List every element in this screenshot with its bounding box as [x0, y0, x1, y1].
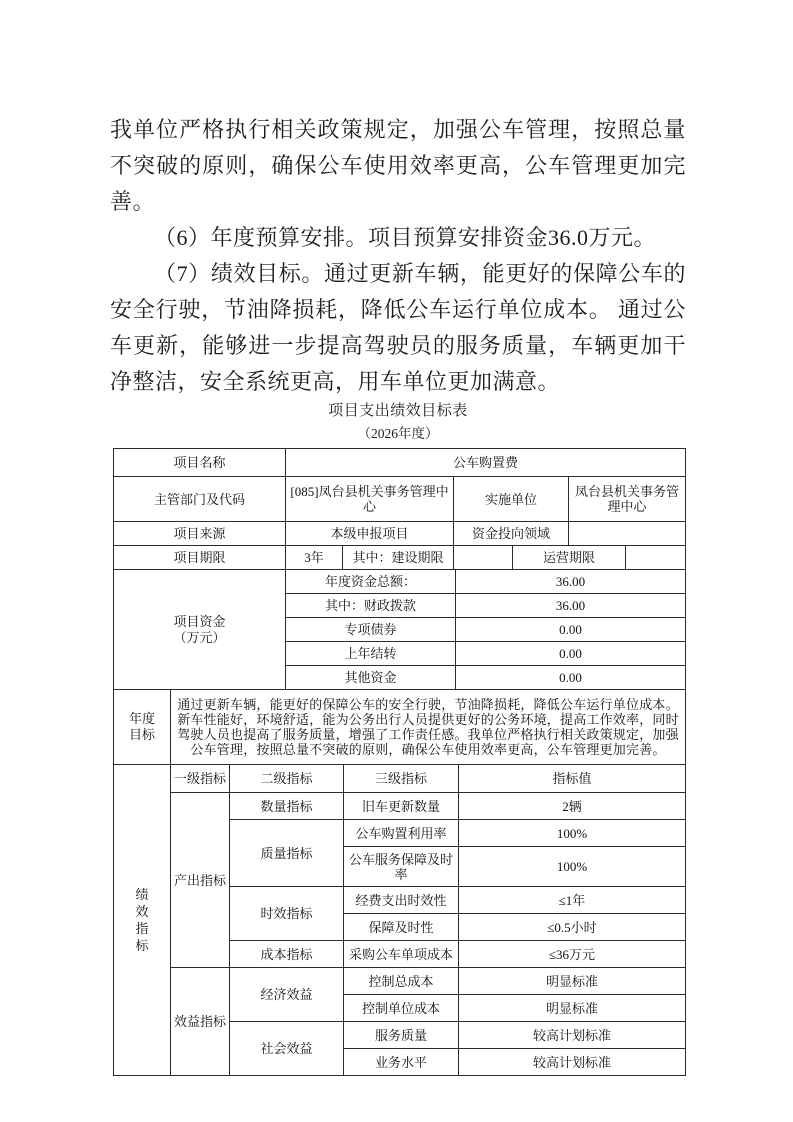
- row-period: [114, 546, 686, 570]
- cell-impl-unit-value: 凤台县机关事务管理中心: [569, 477, 686, 522]
- cell-source-label: 项目来源: [114, 522, 286, 546]
- cell-fund-total-value: 36.00: [456, 570, 686, 594]
- cell-ind-4-name: 保障及时性: [344, 914, 459, 941]
- cell-header-level3: 三级指标: [344, 765, 459, 793]
- cell-project-name-label: 项目名称: [114, 449, 286, 477]
- cell-ind-3-name: 经费支出时效性: [344, 887, 459, 914]
- cell-ind-7-value: 明显标准: [459, 995, 686, 1022]
- cell-period-label: 项目期限: [114, 546, 286, 570]
- cell-build-period-value: [454, 546, 513, 570]
- indicators-side-label-text: 绩效指标: [135, 887, 149, 953]
- cell-invest-field-value: [569, 522, 686, 546]
- cell-ind-0-value: 2辆: [459, 793, 686, 820]
- cell-ind-6-value: 明显标准: [459, 968, 686, 995]
- row-dept: [114, 477, 686, 522]
- cell-ind-6-name: 控制总成本: [344, 968, 459, 995]
- paragraph-budget-arrangement: （6）年度预算安排。项目预算安排资金36.0万元。: [154, 225, 657, 250]
- cell-annual-goal-text: 通过更新车辆，能更好的保障公车的安全行驶，节油降损耗，降低公车运行单位成本。 新车性能好，环境舒适，能为公务出行人员提供更好的公务环境，提高工作效率，同时驾驶人员也提高了服务质量，增强了工作责任感。我单位严格执行相关政策规定，加强公车管理，按照总量不突破的原则，确保公车使用效率更高，公车管理更加完善。: [171, 690, 686, 765]
- cell-header-level1: 一级指标: [171, 765, 230, 793]
- cell-level2-economic: 经济效益: [230, 968, 344, 1022]
- cell-fund-fiscal-value: 36.00: [456, 594, 686, 618]
- cell-funds-label: [114, 570, 286, 690]
- cell-ind-5-value: ≤36万元: [459, 941, 686, 968]
- cell-operation-period-label: 运营期限: [513, 546, 626, 570]
- cell-level2-cost: 成本指标: [230, 941, 344, 968]
- table-title: 项目支出绩效目标表: [328, 403, 468, 419]
- cell-ind-2-name: 公车服务保障及时率: [344, 847, 459, 887]
- row-source: [114, 522, 686, 546]
- cell-ind-5-name: 采购公车单项成本: [344, 941, 459, 968]
- cell-source-value: 本级申报项目: [286, 522, 454, 546]
- cell-period-value: 3年: [286, 546, 343, 570]
- cell-dept-value: [085]凤台县机关事务管理中心: [286, 477, 454, 522]
- cell-operation-period-value: [626, 546, 686, 570]
- row-project-name: [114, 449, 686, 477]
- cell-fund-total-label: 年度资金总额：: [286, 570, 456, 594]
- cell-level2-timeliness: 时效指标: [230, 887, 344, 941]
- cell-fund-bond-label: 专项债券: [286, 618, 456, 642]
- cell-invest-field-label: 资金投向领域: [454, 522, 569, 546]
- paragraph-performance-goal: （7）绩效目标。通过更新车辆，能更好的保障公车的安全行驶，节油降损耗，降低公车运行单位成本。 通过公车更新，能够进一步提高驾驶员的服务质量，车辆更加干净整洁，安全系统更高，用车单位更加满意。: [110, 261, 686, 394]
- cell-impl-unit-label: 实施单位: [454, 477, 569, 522]
- body-text: [110, 112, 686, 400]
- cell-fund-other-label: 其他资金: [286, 666, 456, 690]
- cell-ind-2-value: 100%: [459, 847, 686, 887]
- row-indicator-headers: [114, 765, 686, 793]
- cell-fund-bond-value: 0.00: [456, 618, 686, 642]
- cell-fund-fiscal-label: 其中：财政拨款: [286, 594, 456, 618]
- row-indicator-total-cost: [114, 968, 686, 995]
- project-funds-table: [113, 569, 686, 690]
- cell-annual-goal-label: [114, 690, 171, 765]
- cell-indicators-side-label: [114, 765, 171, 1076]
- performance-indicators-table: [113, 764, 686, 1076]
- cell-fund-other-value: 0.00: [456, 666, 686, 690]
- cell-level1-output: 产出指标: [171, 793, 230, 968]
- cell-ind-1-name: 公车购置利用率: [344, 820, 459, 847]
- cell-ind-3-value: ≤1年: [459, 887, 686, 914]
- annual-goal-table: [113, 689, 686, 765]
- cell-fund-carryover-label: 上年结转: [286, 642, 456, 666]
- cell-fund-carryover-value: 0.00: [456, 642, 686, 666]
- cell-ind-0-name: 旧车更新数量: [344, 793, 459, 820]
- cell-build-period-label: 其中：建设期限: [343, 546, 454, 570]
- cell-ind-7-name: 控制单位成本: [344, 995, 459, 1022]
- row-annual-goal: [114, 690, 686, 765]
- row-fund-total: [114, 570, 686, 594]
- row-indicator-quantity: [114, 793, 686, 820]
- cell-ind-9-value: 较高计划标准: [459, 1049, 686, 1076]
- cell-project-name-value: 公车购置费: [286, 449, 686, 477]
- cell-ind-1-value: 100%: [459, 820, 686, 847]
- annual-goal-label-text: 年度目标: [128, 711, 155, 742]
- funds-label-line2: （万元）: [173, 629, 226, 645]
- paragraph-policy: 我单位严格执行相关政策规定，加强公车管理，按照总量不突破的原则，确保公车使用效率更高，公车管理更加完善。: [110, 117, 686, 214]
- cell-level1-benefit: 效益指标: [171, 968, 230, 1076]
- project-info-table: [113, 448, 686, 570]
- cell-level2-social: 社会效益: [230, 1022, 344, 1076]
- cell-level2-quantity: 数量指标: [230, 793, 344, 820]
- cell-header-level2: 二级指标: [230, 765, 344, 793]
- funds-label-line1: 项目资金: [173, 613, 226, 629]
- cell-level2-quality: 质量指标: [230, 820, 344, 887]
- cell-ind-8-value: 较高计划标准: [459, 1022, 686, 1049]
- cell-ind-4-value: ≤0.5小时: [459, 914, 686, 941]
- cell-ind-9-name: 业务水平: [344, 1049, 459, 1076]
- cell-ind-8-name: 服务质量: [344, 1022, 459, 1049]
- table-subtitle: （2026年度）: [357, 426, 439, 441]
- cell-dept-label: 主管部门及代码: [114, 477, 286, 522]
- cell-header-value: 指标值: [459, 765, 686, 793]
